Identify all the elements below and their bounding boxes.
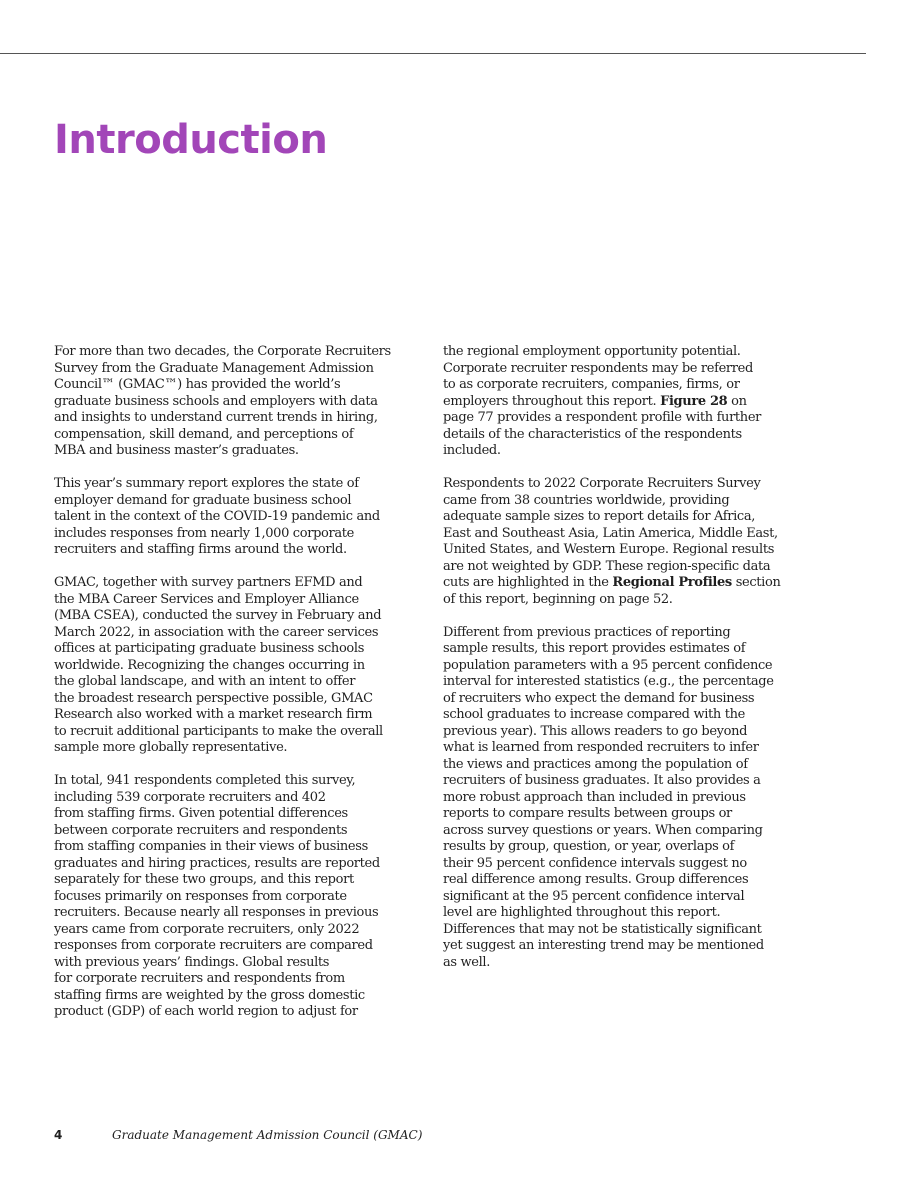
page-title: Introduction xyxy=(54,117,328,163)
paragraph-text: on page 77 provides a respondent profile with further details of the characteristics of the respondents included. xyxy=(443,393,762,458)
body-paragraph: Different from previous practices of reporting sample results, this report provides estimates of population parameters with a 95 percent confidence interval for interested statistics (e.g., the percentage of recruiters who expect the demand for business school graduates to increase compared with the previous year). This allows readers to go beyond what is learned from responded recruiters to infer the views and practices among the population of recruiters of business graduates. It also provides a more robust approach than included in previous reports to compare results between groups or across survey questions or years. When comparing results by group, question, or year, overlaps of their 95 percent confidence intervals suggest no real difference among results. Group differences significant at the 95 percent confidence interval level are highlighted throughout this report. Differences that may not be statistically significant yet suggest an interesting trend may be mentioned as well. xyxy=(443,624,774,970)
body-paragraph: This year’s summary report explores the state of employer demand for graduate business school talent in the context of the COVID-19 pandemic and includes responses from nearly 1,000 corporate recruiters and staffing firms around the world. xyxy=(54,476,380,557)
body-paragraph: GMAC, together with survey partners EFMD and the MBA Career Services and Employer Alliance (MBA CSEA), conducted the survey in February and March 2022, in association with the career services offices at participating graduate business schools worldwide. Recognizing the changes occurring in the global landscape, and with an intent to offer the broadest research perspective possible, GMAC Research also worked with a market research firm to recruit additional participants to make the overall sample more globally representative. xyxy=(54,575,383,755)
regional-profiles-link[interactable]: Regional Profiles xyxy=(612,575,732,590)
body-paragraph xyxy=(443,476,785,608)
paragraph-text: the regional employment opportunity potential. Corporate recruiter respondents may be referred to as corporate recruiters, companies, firms, or employers throughout this report. xyxy=(443,344,753,409)
page-number: 4 xyxy=(54,1128,63,1142)
paragraph-text: Respondents to 2022 Corporate Recruiters Survey came from 38 countries worldwide, providing adequate sample sizes to report details for Africa, East and Southeast Asia, Latin America, Middle East, United States, and Western Europe. Regional results are not weighted by GDP. These region-specific data cuts are highlighted in the xyxy=(443,476,778,590)
body-paragraph xyxy=(443,344,785,460)
header-divider xyxy=(0,53,866,54)
right-column xyxy=(443,344,785,988)
left-column xyxy=(54,344,399,1037)
body-paragraph: In total, 941 respondents completed this survey, including 539 corporate recruiters and 402 from staffing firms. Given potential differences between corporate recruiters and respondents from staffing companies in their views of business graduates and hiring practices, results are reported separately for these two groups, and this report focuses primarily on responses from corporate recruiters. Because nearly all responses in previous years came from corporate recruiters, only 2022 responses from corporate recruiters are compared with previous years’ findings. Global results for corporate recruiters and respondents from staffing firms are weighted by the gross domestic product (GDP) of each world region to adjust for xyxy=(54,773,380,1019)
body-paragraph: For more than two decades, the Corporate Recruiters Survey from the Graduate Management Admission Council™ (GMAC™) has provided the world’s graduate business schools and employers with data and insights to understand current trends in hiring, compensation, skill demand, and perceptions of MBA and business master’s graduates. xyxy=(54,344,391,458)
paragraph-text: section of this report, beginning on page 52. xyxy=(443,575,781,607)
footer-publisher: Graduate Management Admission Council (GMAC) xyxy=(112,1128,423,1142)
figure-reference-link[interactable]: Figure 28 xyxy=(660,393,728,409)
